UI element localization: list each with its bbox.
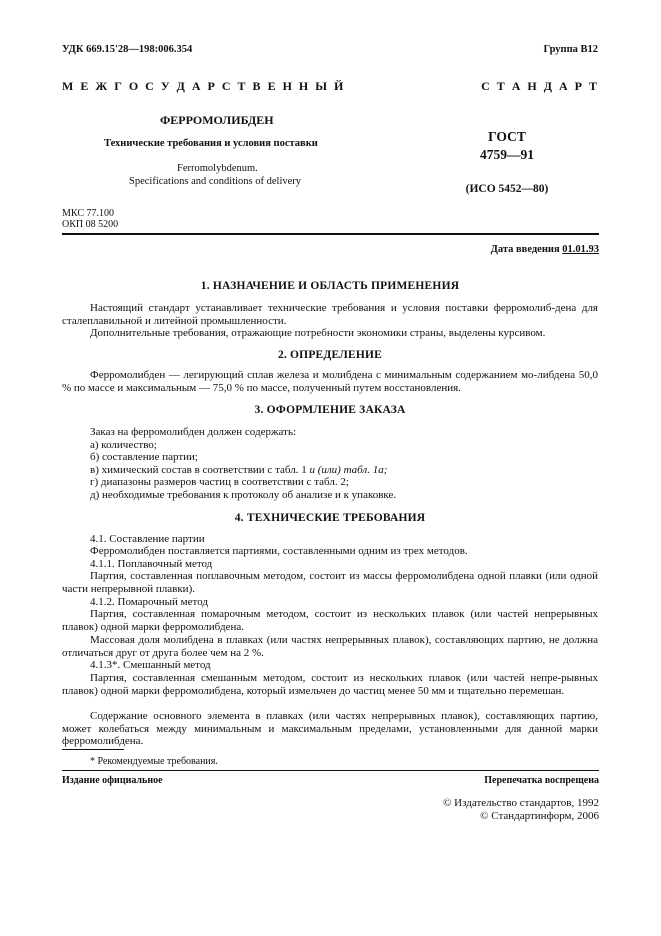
reprint-prohibited: Перепечатка воспрещена — [484, 775, 599, 786]
effective-date — [491, 244, 599, 257]
standard-subtitle: Технические требования и условия поставки — [104, 138, 318, 149]
english-subtitle: Specifications and conditions of delivery — [129, 176, 302, 187]
copyright-2006: © Стандартинформ, 2006 — [480, 810, 599, 822]
banner-standard: С Т А Н Д А Р Т — [481, 79, 599, 93]
section-3-title: 3. ОФОРМЛЕНИЕ ЗАКАЗА — [254, 404, 406, 416]
clause-4-1-2-text: Партия, составленная помарочным методом, состоит из нескольких плавок (или частей непрерывных плавок) одной марки ферромолибдена. — [62, 608, 598, 633]
footnote-rule — [62, 749, 124, 750]
header-divider — [62, 233, 599, 235]
udk-code: УДК 669.15'28—198:006.354 — [62, 44, 193, 55]
gost-number: 4759—91 — [480, 147, 534, 162]
section-1-paragraph-1: Настоящий стандарт устанавливает технические требования и условия поставки ферромолиб-дена для сталеплавильной и литейной промышленности. — [62, 302, 598, 327]
clause-4-1-3-text-2: Содержание основного элемента в плавках (или частях непрерывных плавок), составляющих партию, может колебаться между минимальным и максимальным пределами, установленными для данной марки ферромолибдена. — [62, 710, 598, 748]
order-item-a: а) количество; — [90, 439, 157, 451]
section-1-title: 1. НАЗНАЧЕНИЕ И ОБЛАСТЬ ПРИМЕНЕНИЯ — [200, 280, 460, 292]
section-4-title: 4. ТЕХНИЧЕСКИЕ ТРЕБОВАНИЯ — [234, 512, 426, 524]
clause-4-1-2-text-2: Массовая доля молибдена в плавках (или частях непрерывных плавок), составляющих партию, не должна отличаться друг от друга более чем на 2 %. — [62, 634, 598, 659]
clause-4-1-1-heading: 4.1.1. Поплавочный метод — [90, 558, 213, 570]
footer-divider — [62, 770, 599, 771]
clause-4-1-2-heading: 4.1.2. Помарочный метод — [90, 596, 208, 608]
clause-4-1-1-text: Партия, составленная поплавочным методом, состоит из массы ферромолибдена одной плавки (или одной части непрерывной плавки). — [62, 570, 598, 595]
section-2-paragraph-1: Ферромолибден — легирующий сплав железа и молибдена с минимальным содержанием мо-либдена 50,0 % по массе и максимальным — 75,0 % по массе, полученный путем восстановления. — [62, 369, 598, 394]
banner-interstate: М Е Ж Г О С У Д А Р С Т В Е Н Н Ы Й — [62, 79, 346, 93]
effective-date-value: 01.01.93 — [562, 244, 599, 255]
order-item-b: б) составление партии; — [90, 451, 198, 463]
english-title: Ferromolybdenum. — [177, 163, 258, 174]
standard-title: ФЕРРОМОЛИБДЕН — [160, 113, 274, 127]
gost-label: ГОСТ — [488, 129, 526, 144]
footnote: * Рекомендуемые требования. — [90, 756, 218, 767]
order-intro: Заказ на ферромолибден должен содержать: — [90, 426, 297, 438]
clause-4-1-text: Ферромолибден поставляется партиями, составленными одним из трех методов. — [90, 545, 468, 557]
copyright-1992: © Издательство стандартов, 1992 — [443, 797, 599, 809]
group-code: Группа В12 — [543, 44, 598, 55]
effective-date-label: Дата введения — [490, 244, 560, 255]
okp-code: ОКП 08 5200 — [62, 219, 119, 230]
order-item-v: в) химический состав в соответствии с табл. 1 и (или) табл. 1а; — [90, 464, 388, 476]
order-item-d: д) необходимые требования к протоколу об анализе и к упаковке. — [90, 489, 397, 501]
section-2-title: 2. ОПРЕДЕЛЕНИЕ — [277, 349, 383, 361]
clause-4-1-3-text: Партия, составленная смешанным методом, состоит из нескольких плавок (или частей непре-рывных плавок) одной марки ферромолибдена, который измельчен до частиц менее 50 мм и тщательно перемешан. — [62, 672, 598, 697]
iso-reference: (ИСО 5452—80) — [465, 183, 549, 195]
clause-4-1-heading: 4.1. Составление партии — [90, 533, 205, 545]
order-item-g: г) диапазоны размеров частиц в соответствии с табл. 2; — [90, 476, 349, 488]
section-1-paragraph-2: Дополнительные требования, отражающие потребности экономики страны, выделены курсивом. — [90, 327, 546, 339]
official-edition: Издание официальное — [62, 775, 163, 786]
clause-4-1-3-heading: 4.1.3*. Смешанный метод — [90, 659, 211, 671]
mks-code: МКС 77.100 — [62, 208, 114, 219]
